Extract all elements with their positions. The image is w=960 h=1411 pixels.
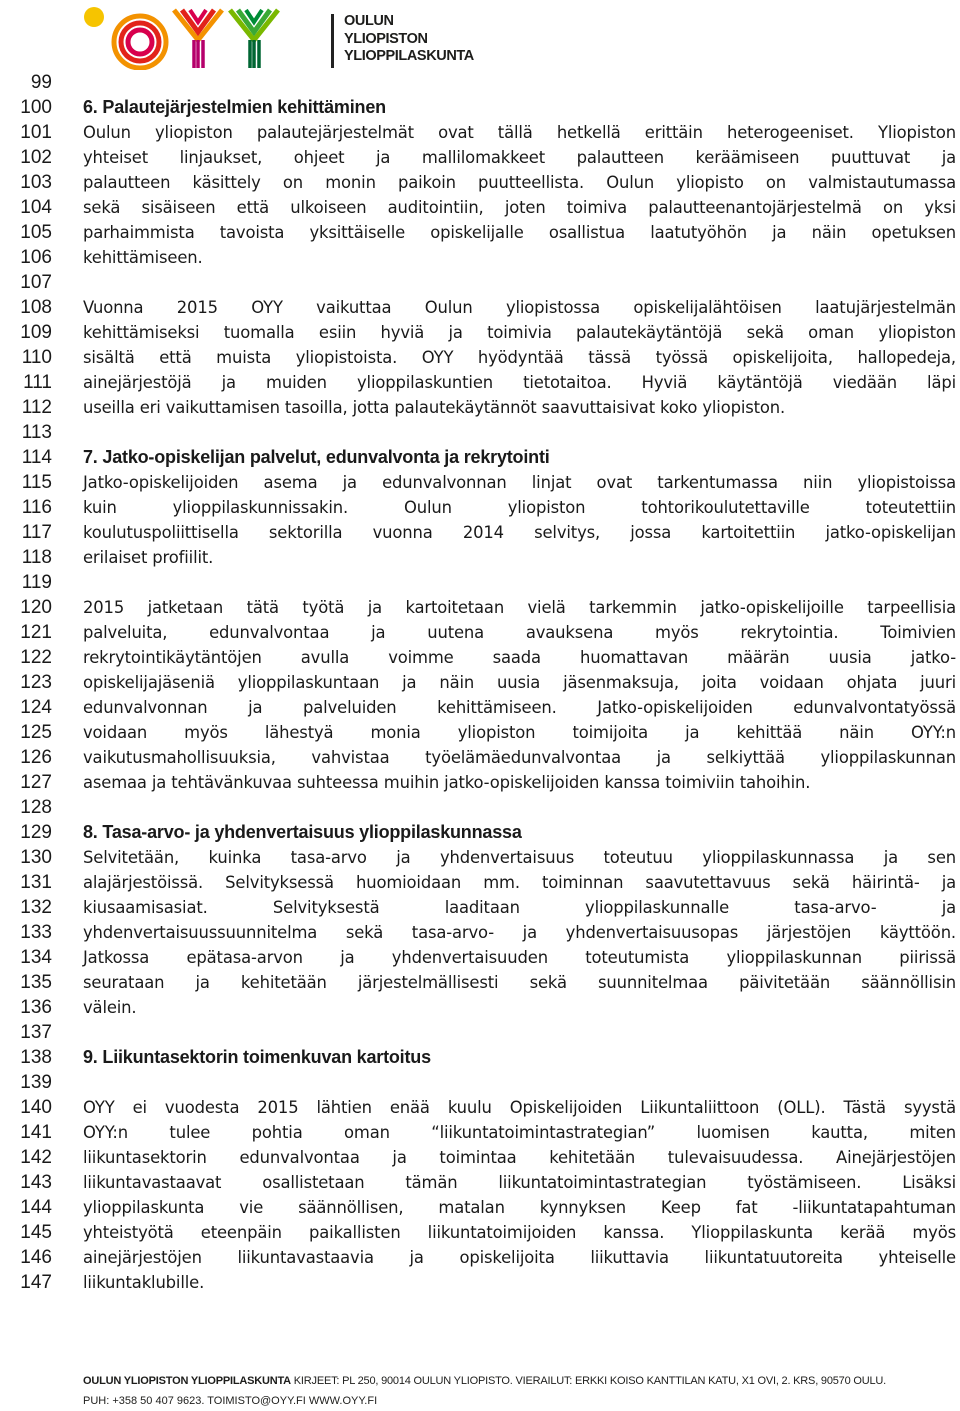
line-number: 122 — [20, 647, 52, 668]
line-number: 144 — [20, 1197, 52, 1218]
section-heading-line — [0, 95, 960, 120]
text-line — [0, 70, 960, 95]
section-heading-line — [0, 820, 960, 845]
line-number: 127 — [20, 772, 52, 793]
line-text: seurataan ja kehitetään järjestelmällisesti sekä suunnitelmaa päivitetään säännöllisin — [83, 973, 956, 992]
line-text: kehittämiseksi tuomalla esiin hyviä ja toimivia palautekäytäntöjä sekä oman yliopiston — [83, 323, 956, 342]
line-text: välein. — [83, 998, 137, 1017]
university-name-line: YLIOPISTON — [344, 30, 428, 47]
line-number: 131 — [20, 872, 52, 893]
text-line — [0, 945, 960, 970]
text-line — [0, 120, 960, 145]
line-number: 125 — [20, 722, 52, 743]
text-line — [0, 520, 960, 545]
text-line — [0, 995, 960, 1020]
line-number: 147 — [20, 1272, 52, 1293]
line-number: 106 — [20, 247, 52, 268]
line-number: 145 — [20, 1222, 52, 1243]
line-number: 139 — [20, 1072, 52, 1093]
text-line — [0, 295, 960, 320]
text-line — [0, 1195, 960, 1220]
text-line — [0, 1070, 960, 1095]
text-line — [0, 345, 960, 370]
line-text: OYY:n tulee pohtia oman “liikuntatoimintastrategian” luomisen kautta, miten — [83, 1123, 956, 1142]
line-number: 146 — [20, 1247, 52, 1268]
section-heading: 9. Liikuntasektorin toimenkuvan kartoitus — [83, 1047, 431, 1067]
text-line — [0, 195, 960, 220]
line-text: palveluita, edunvalvontaa ja uutena avauksena myös rekrytointia. Toimivien — [83, 623, 956, 642]
university-name-line: OULUN — [344, 13, 394, 29]
line-text: edunvalvonnan ja palveluiden kehittämiseen. Jatko-opiskelijoiden edunvalvontatyössä — [83, 698, 956, 717]
line-number: 140 — [20, 1097, 52, 1118]
text-line — [0, 395, 960, 420]
line-number: 111 — [23, 372, 52, 393]
line-text: Selvitetään, kuinka tasa-arvo ja yhdenvertaisuus toteutuu ylioppilaskunnassa ja sen — [83, 848, 956, 867]
line-number: 113 — [21, 422, 52, 443]
text-line — [0, 1120, 960, 1145]
section-heading: 6. Palautejärjestelmien kehittäminen — [83, 97, 386, 117]
line-text: ylioppilaskunta vie säännöllisen, matalan kynnyksen Keep fat -liikuntatapahtuman — [83, 1198, 956, 1217]
line-number: 142 — [20, 1147, 52, 1168]
line-text: koulutuspoliittisella sektorilla vuonna 2014 selvitys, jossa kartoitettiin jatko-opiskelijan — [83, 523, 956, 542]
line-text: liikuntaklubille. — [83, 1273, 205, 1292]
text-line — [0, 145, 960, 170]
text-line — [0, 420, 960, 445]
line-text: yhteiset linjaukset, ohjeet ja mallilomakkeet palautteen keräämiseen puuttuvat ja — [83, 148, 956, 167]
line-text: OYY ei vuodesta 2015 lähtien enää kuulu Opiskelijoiden Liikuntaliittoon (OLL). Tästä syystä — [83, 1098, 956, 1117]
line-number: 108 — [20, 297, 52, 318]
line-number: 119 — [21, 572, 52, 593]
line-number: 126 — [20, 747, 52, 768]
line-number: 143 — [20, 1172, 52, 1193]
line-text: ainejärjestöjä ja muiden ylioppilaskuntien tietotaitoa. Hyviä käytäntöjä viedään läpi — [83, 373, 956, 392]
line-number: 114 — [21, 447, 52, 468]
text-line — [0, 595, 960, 620]
text-line — [0, 795, 960, 820]
text-line — [0, 495, 960, 520]
page-footer — [83, 1373, 953, 1411]
line-number: 107 — [20, 272, 52, 293]
line-text: Oulun yliopiston palautejärjestelmät ovat tällä hetkellä erittäin heterogeeniset. Yliopiston — [83, 123, 956, 142]
line-number: 133 — [20, 922, 52, 943]
line-number: 141 — [20, 1122, 52, 1143]
line-number: 99 — [30, 72, 52, 93]
line-text: sisältä että muista yliopistoista. OYY hyödyntää tässä työssä opiskelijoita, hallopedeja, — [83, 348, 956, 367]
footer-org: OULUN YLIOPISTON YLIOPPILASKUNTA — [83, 1375, 291, 1387]
university-name — [344, 13, 474, 66]
line-number: 118 — [21, 547, 52, 568]
text-line — [0, 570, 960, 595]
line-text: opiskelijajäseniä ylioppilaskuntaan ja näin uusia jäsenmaksuja, joita voidaan ohjata juuri — [83, 673, 956, 692]
line-number: 120 — [20, 597, 52, 618]
line-number: 136 — [20, 997, 52, 1018]
line-number: 103 — [20, 172, 52, 193]
text-line — [0, 845, 960, 870]
line-number: 135 — [20, 972, 52, 993]
line-text: liikuntavastaavat osallistetaan tämän liikuntatoimintastrategian työstämiseen. Lisäksi — [83, 1173, 956, 1192]
line-number: 115 — [21, 472, 52, 493]
page-header — [82, 4, 482, 70]
text-line — [0, 170, 960, 195]
line-number: 105 — [20, 222, 52, 243]
line-number: 134 — [20, 947, 52, 968]
text-line — [0, 1095, 960, 1120]
text-line — [0, 895, 960, 920]
line-number: 129 — [20, 822, 52, 843]
line-number: 109 — [20, 322, 52, 343]
text-line — [0, 1245, 960, 1270]
line-number: 101 — [20, 122, 52, 143]
line-text: sekä sisäiseen että ulkoiseen auditointiin, joten toimiva palautteenantojärjestelmä on yksi — [83, 198, 956, 217]
text-line — [0, 695, 960, 720]
line-number: 104 — [20, 197, 52, 218]
line-number: 123 — [20, 672, 52, 693]
line-number: 128 — [20, 797, 52, 818]
line-text: 2015 jatketaan tätä työtä ja kartoitetaan vielä tarkemmin jatko-opiskelijoille tarpeellisia — [83, 598, 956, 617]
line-text: voidaan myös lähestyä monia yliopiston toimijoita ja kehittää näin OYY:n — [83, 723, 956, 742]
line-text: Jatkossa epätasa-arvon ja yhdenvertaisuuden toteutumista ylioppilaskunnan piirissä — [83, 948, 956, 967]
line-number: 130 — [20, 847, 52, 868]
text-line — [0, 370, 960, 395]
line-number: 110 — [21, 347, 52, 368]
line-number: 121 — [20, 622, 52, 643]
text-line — [0, 745, 960, 770]
text-line — [0, 1270, 960, 1295]
logo-divider — [331, 14, 334, 68]
line-text: yhdenvertaisuussuunnitelma sekä tasa-arvo- ja yhdenvertaisuusopas järjestöjen käyttöön. — [83, 923, 956, 942]
line-number: 138 — [20, 1047, 52, 1068]
line-text: Jatko-opiskelijoiden asema ja edunvalvonnan linjat ovat tarkentumassa niin yliopistoissa — [83, 473, 956, 492]
line-number: 112 — [21, 397, 52, 418]
text-line — [0, 1220, 960, 1245]
line-number: 132 — [20, 897, 52, 918]
text-line — [0, 245, 960, 270]
footer-contact: PUH: +358 50 407 9623. TOIMISTO@OYY.FI WWW.OYY.FI — [83, 1395, 378, 1407]
line-number: 124 — [20, 697, 52, 718]
text-line — [0, 1145, 960, 1170]
line-number: 100 — [20, 97, 52, 118]
text-line — [0, 720, 960, 745]
line-number: 137 — [20, 1022, 52, 1043]
text-line — [0, 1020, 960, 1045]
text-line — [0, 620, 960, 645]
line-text: ainejärjestöjen liikuntavastaavia ja opiskelijoita liikuttavia liikuntatuutoreita yhteiselle — [83, 1248, 956, 1267]
text-line — [0, 470, 960, 495]
text-line — [0, 220, 960, 245]
text-line — [0, 645, 960, 670]
line-text: liikuntasektorin edunvalvontaa ja toimintaa kehitetään tulevaisuudessa. Ainejärjestöjen — [83, 1148, 956, 1167]
line-text: yhteistyötä eteenpäin paikallisten liikuntatoimijoiden kanssa. Ylioppilaskunta kerää myös — [83, 1223, 956, 1242]
line-text: kehittämiseen. — [83, 248, 203, 267]
text-line — [0, 320, 960, 345]
line-number: 116 — [21, 497, 52, 518]
section-heading: 7. Jatko-opiskelijan palvelut, edunvalvonta ja rekrytointi — [83, 447, 550, 467]
line-text: parhaimmista tavoista yksittäiselle opiskelijalle osallistua laatutyöhön ja näin opetuksen — [83, 223, 956, 242]
line-number: 102 — [20, 147, 52, 168]
line-text: Vuonna 2015 OYY vaikuttaa Oulun yliopistossa opiskelijalähtöisen laatujärjestelmän — [83, 298, 956, 317]
oyy-logo — [82, 4, 322, 70]
text-line — [0, 670, 960, 695]
text-line — [0, 920, 960, 945]
text-line — [0, 270, 960, 295]
line-text: useilla eri vaikuttamisen tasoilla, jotta palautekäytännöt saavuttaisivat koko yliopiston. — [83, 398, 786, 417]
section-heading: 8. Tasa-arvo- ja yhdenvertaisuus ylioppilaskunnassa — [83, 822, 522, 842]
text-line — [0, 1170, 960, 1195]
line-text: kuin ylioppilaskunnissakin. Oulun yliopiston tohtorikoulutettaville toteutettiin — [83, 498, 956, 517]
section-heading-line — [0, 445, 960, 470]
line-text: vaikutusmahollisuuksia, vahvistaa työelämäedunvalvontaa ja selkiyttää ylioppilaskunnan — [83, 748, 956, 767]
line-number: 117 — [21, 522, 52, 543]
line-text: asemaa ja tehtävänkuvaa suhteessa muihin jatko-opiskelijoiden kanssa toimiviin tahoihin. — [83, 773, 811, 792]
footer-address: KIRJEET: PL 250, 90014 OULUN YLIOPISTO. VIERAILUT: ERKKI KOISO KANTTILAN KATU, X1 OVI, 2. KRS, 90570 OULU. — [293, 1375, 886, 1387]
line-text: palautteen käsittely on monin paikoin puutteellista. Oulun yliopisto on valmistautumassa — [83, 173, 956, 192]
line-text: rekrytointikäytäntöjen avulla voimme saada huomattavan määrän uusia jatko- — [83, 648, 956, 667]
text-line — [0, 970, 960, 995]
footer-address-line — [83, 1373, 886, 1389]
line-text: erilaiset profiilit. — [83, 548, 214, 567]
university-name-line: YLIOPPILASKUNTA — [344, 48, 474, 64]
section-heading-line — [0, 1045, 960, 1070]
text-line — [0, 770, 960, 795]
line-text: kiusaamisasiat. Selvityksestä laaditaan ylioppilaskunnalle tasa-arvo- ja — [83, 898, 956, 917]
text-line — [0, 545, 960, 570]
line-text: alajärjestöissä. Selvityksessä huomioidaan mm. toiminnan saavutettavuus sekä häirintä- ja — [83, 873, 956, 892]
text-line — [0, 870, 960, 895]
